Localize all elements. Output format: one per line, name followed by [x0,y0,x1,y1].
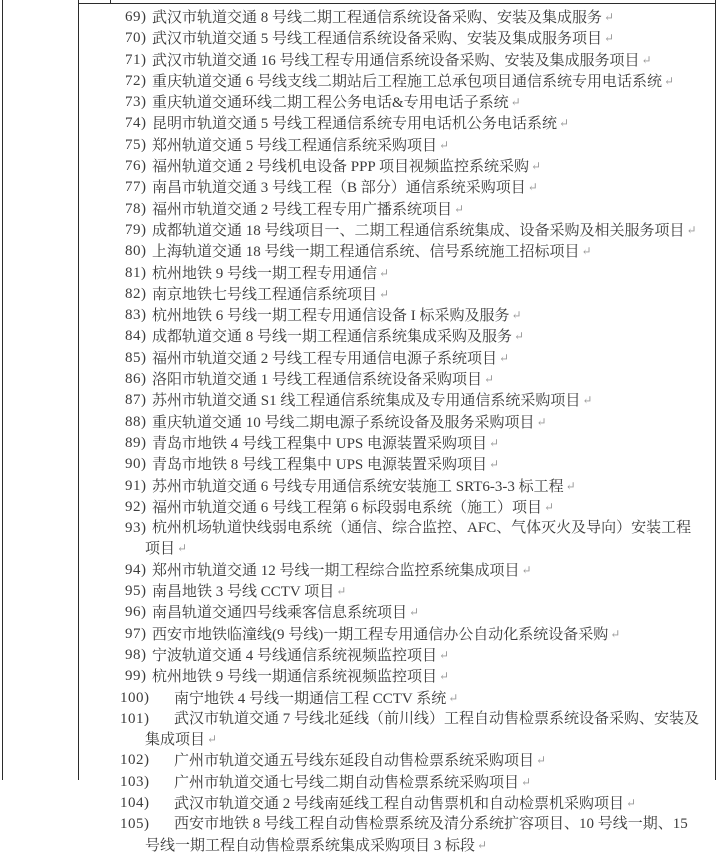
list-item [0,433,712,454]
item-number: 88) [125,413,147,430]
paragraph-mark-icon: ↵ [439,669,450,684]
item-number: 98) [125,646,147,663]
paragraph-mark-icon: ↵ [439,647,450,662]
list-item [0,284,712,305]
list-item [0,602,712,623]
paragraph-mark-icon: ↵ [686,222,697,237]
list-item [0,348,712,369]
paragraph-mark-icon: ↵ [336,584,347,599]
item-number: 105) [120,816,150,833]
item-number: 96) [125,604,147,621]
item-text: 西安市地铁 8 号线工程自动售检票系统及清分系统扩容项目、10 号线一期、15 号线一期工程自动售检票系统集成采购项目 3 标段 [145,816,688,854]
item-number: 92) [125,498,147,515]
list-item [0,50,712,71]
item-number: 70) [125,30,147,47]
item-number: 85) [125,349,147,366]
paragraph-mark-icon: ↵ [582,393,593,408]
paragraph-mark-icon: ↵ [565,478,576,493]
list-item [0,177,712,198]
list-item [0,772,712,793]
item-number: 94) [125,561,147,578]
item-text: 宁波轨道交通 4 号线通信系统视频监控项目 [152,647,438,664]
paragraph-mark-icon: ↵ [489,435,500,450]
list-item [0,624,712,645]
paragraph-mark-icon: ↵ [581,244,592,259]
list-item [0,390,712,411]
paragraph-mark-icon: ↵ [454,201,465,216]
item-text: 成都轨道交通 8 号线一期工程通信系统集成采购及服务 [152,329,513,346]
paragraph-mark-icon: ↵ [489,457,500,472]
list-item [0,199,712,220]
project-list [0,7,712,856]
list-item [0,305,712,326]
item-text: 重庆轨道交通 6 号线支线二期站后工程施工总承包项目通信系统专用电话系统 [152,73,663,90]
paragraph-mark-icon: ↵ [641,52,652,67]
item-number: 101) [120,710,150,727]
item-text: 南昌地铁 3 号线 CCTV 项目 [152,584,335,601]
item-number: 77) [125,179,147,196]
list-item [0,7,712,28]
item-text: 苏州市轨道交通 6 号线专用通信系统安装施工 SRT6-3-3 标工程 [152,478,564,495]
item-text: 洛阳市轨道交通 1 号线工程通信系统设备采购项目 [152,372,483,389]
item-number: 90) [125,456,147,473]
item-text: 武汉市轨道交通 5 号线工程通信系统设备采购、安装及集成服务项目 [152,31,603,48]
paragraph-mark-icon: ↵ [514,329,525,344]
item-number: 71) [125,51,147,68]
paragraph-mark-icon: ↵ [521,774,532,789]
list-item [0,241,712,262]
list-item [0,814,712,856]
paragraph-mark-icon: ↵ [626,795,637,810]
item-text: 武汉市轨道交通 7 号线北延线（前川线）工程自动售检票系统设备采购、安装及集成项目 [145,710,700,749]
item-text: 西安市地铁临潼线(9 号线)一期工程专用通信办公自动化系统设备采购 [152,626,609,643]
item-number: 83) [125,307,147,324]
table-border-upper-row-divider [110,0,111,3]
list-item [0,263,712,284]
list-item [0,581,712,602]
paragraph-mark-icon: ↵ [448,690,459,705]
item-text: 成都轨道交通 18 号线项目一、二期工程通信系统集成、设备采购及相关服务项目 [152,222,685,239]
item-number: 87) [125,392,147,409]
list-item [0,454,712,475]
item-number: 75) [125,136,147,153]
list-item [0,666,712,687]
item-text: 武汉市轨道交通 2 号线南延线工程自动售票机和自动检票机采购项目 [174,795,625,812]
paragraph-mark-icon: ↵ [439,137,450,152]
paragraph-mark-icon: ↵ [530,159,542,174]
table-border-cell-right [715,0,716,780]
list-item [0,412,712,433]
item-number: 80) [125,243,147,260]
item-number: 74) [125,115,147,132]
item-text: 郑州市轨道交通 12 号线一期工程综合监控系统集成项目 [152,562,520,579]
list-item [0,518,712,560]
list-item [0,92,712,113]
paragraph-mark-icon: ↵ [511,308,522,323]
item-text: 昆明市轨道交通 5 号线工程通信系统专用电话机公务电话系统 [152,116,558,133]
paragraph-mark-icon: ↵ [379,286,390,301]
item-text: 福州市轨道交通 2 号线工程专用通信电源子系统项目 [152,350,498,367]
item-number: 78) [125,200,147,217]
list-item [0,645,712,666]
paragraph-mark-icon: ↵ [207,732,218,747]
item-text: 福州轨道交通 2 号线机电设备 PPP 项目视频监控系统采购 [152,159,529,176]
item-number: 79) [125,221,147,238]
item-number: 104) [120,794,150,811]
item-text: 杭州机场轨道快线弱电系统（通信、综合监控、AFC、气体灭火及导向）安装工程项目 [145,520,692,558]
item-text: 重庆轨道交通 10 号线二期电源子系统设备及服务采购项目 [152,414,535,431]
paragraph-mark-icon: ↵ [604,31,615,46]
paragraph-mark-icon: ↵ [484,372,495,387]
list-item [0,220,712,241]
item-text: 青岛市地铁 4 号线工程集中 UPS 电源装置采购项目 [152,435,488,452]
list-item [0,156,712,177]
item-number: 72) [125,72,147,89]
item-text: 福州市轨道交通 2 号线工程专用广播系统项目 [152,201,453,218]
paragraph-mark-icon: ↵ [559,116,570,131]
item-number: 103) [120,773,150,790]
list-item [0,135,712,156]
item-text: 南宁地铁 4 号线一期通信工程 CCTV 系统 [174,690,447,707]
item-number: 76) [125,158,147,175]
item-number: 69) [125,9,147,25]
list-item [0,113,712,134]
item-number: 89) [125,434,147,451]
item-number: 95) [125,583,147,600]
table-border-row-top [78,3,716,4]
paragraph-mark-icon: ↵ [379,265,390,280]
list-item [0,560,712,581]
item-text: 广州市轨道交通七号线二期自动售检票系统采购项目 [174,774,520,791]
item-number: 100) [120,689,150,706]
paragraph-mark-icon: ↵ [536,414,547,429]
paragraph-mark-icon: ↵ [510,95,521,110]
paragraph-mark-icon: ↵ [521,562,532,577]
paragraph-mark-icon: ↵ [409,605,420,620]
list-item [0,497,712,518]
list-item [0,688,712,709]
item-text: 南京地铁七号线工程通信系统项目 [152,286,378,303]
item-number: 102) [120,752,150,769]
item-text: 杭州地铁 6 号线一期工程专用通信设备 I 标采购及服务 [152,308,510,325]
item-text: 武汉市轨道交通 16 号线工程专用通信系统设备采购、安装及集成服务项目 [152,52,640,69]
item-text: 重庆轨道交通环线二期工程公务电话&专用电话子系统 [152,95,509,112]
item-text: 武汉市轨道交通 8 号线二期工程通信系统设备采购、安装及集成服务 [152,10,603,26]
paragraph-mark-icon: ↵ [536,753,547,768]
item-number: 82) [125,285,147,302]
list-item [0,709,712,751]
item-text: 杭州地铁 9 号线一期工程专用通信 [152,265,378,282]
item-number: 81) [125,264,147,281]
item-text: 南昌轨道交通四号线乘客信息系统项目 [152,605,408,622]
list-item [0,326,712,347]
paragraph-mark-icon: ↵ [610,626,621,641]
list-item [0,28,712,49]
item-number: 84) [125,328,147,345]
paragraph-mark-icon: ↵ [604,10,615,24]
item-text: 苏州市轨道交通 S1 线工程通信系统集成及专用通信系统采购项目 [152,393,581,410]
item-text: 福州市轨道交通 6 号线工程第 6 标段弱电系统（施工）项目 [152,499,543,516]
item-number: 97) [125,625,147,642]
list-item [0,793,712,814]
item-number: 93) [125,520,147,537]
item-text: 广州市轨道交通五号线东延段自动售检票系统采购项目 [174,753,535,770]
item-text: 南昌市轨道交通 3 号线工程（B 部分）通信系统采购项目 [152,180,526,197]
list-item [0,750,712,771]
paragraph-mark-icon: ↵ [177,541,188,556]
paragraph-mark-icon: ↵ [477,837,488,852]
paragraph-mark-icon: ↵ [499,350,510,365]
list-item [0,369,712,390]
paragraph-mark-icon: ↵ [527,180,538,195]
list-item [0,476,712,497]
item-number: 73) [125,94,147,111]
item-number: 86) [125,371,147,388]
paragraph-mark-icon: ↵ [664,73,675,88]
paragraph-mark-icon: ↵ [544,499,555,514]
item-number: 91) [125,477,147,494]
list-item [0,71,712,92]
item-text: 郑州轨道交通 5 号线工程通信系统采购项目 [152,137,438,154]
item-text: 杭州地铁 9 号线一期通信系统视频监控项目 [152,669,438,686]
item-text: 上海轨道交通 18 号线一期工程通信系统、信号系统施工招标项目 [152,244,580,261]
item-number: 99) [125,668,147,685]
item-text: 青岛市地铁 8 号线工程集中 UPS 电源装置采购项目 [152,457,488,474]
